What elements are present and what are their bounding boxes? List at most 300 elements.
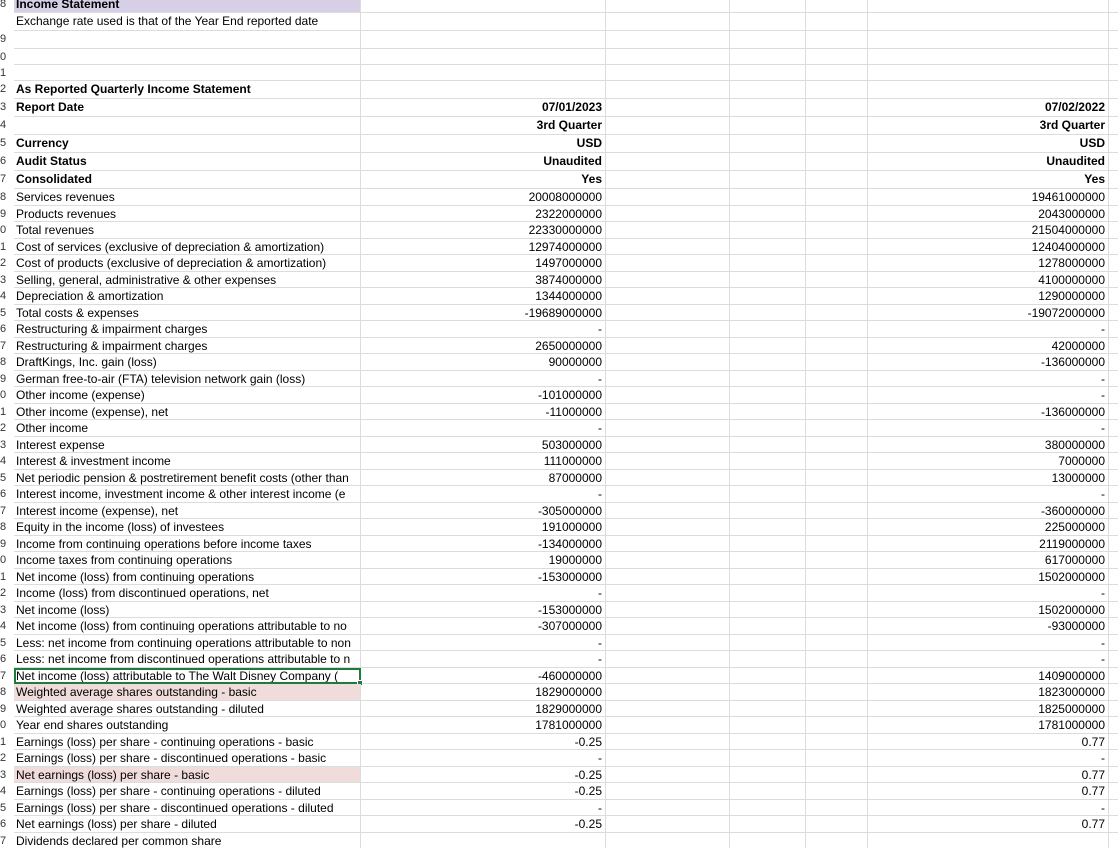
- empty-cell[interactable]: [806, 135, 868, 153]
- label-cell[interactable]: Less: net income from discontinued operations attributable to n: [14, 651, 361, 668]
- empty-cell[interactable]: [606, 437, 730, 454]
- value-cell-2023[interactable]: -460000000: [361, 668, 606, 685]
- value-cell-2023[interactable]: Yes: [361, 171, 606, 189]
- row-header[interactable]: 7: [0, 173, 7, 185]
- row-header[interactable]: 8: [0, 356, 7, 368]
- empty-cell[interactable]: [730, 117, 806, 135]
- empty-cell[interactable]: [806, 585, 868, 602]
- empty-cell[interactable]: [730, 387, 806, 404]
- value-cell-2023[interactable]: 12974000000: [361, 239, 606, 256]
- empty-cell[interactable]: [730, 816, 806, 833]
- empty-cell[interactable]: [1109, 404, 1118, 421]
- empty-cell[interactable]: [1109, 420, 1118, 437]
- empty-cell[interactable]: [1109, 31, 1118, 49]
- value-cell-2022[interactable]: 2043000000: [868, 206, 1109, 223]
- empty-cell[interactable]: [806, 684, 868, 701]
- row-header[interactable]: 7: [0, 339, 7, 352]
- row-header[interactable]: 9: [0, 702, 7, 715]
- empty-cell[interactable]: [1109, 585, 1118, 602]
- value-cell-2022[interactable]: [868, 13, 1109, 31]
- empty-cell[interactable]: [1109, 569, 1118, 586]
- empty-cell[interactable]: [806, 81, 868, 99]
- empty-cell[interactable]: [806, 437, 868, 454]
- row-header[interactable]: 4: [0, 119, 7, 131]
- value-cell-2022[interactable]: 7000000: [868, 453, 1109, 470]
- empty-cell[interactable]: [806, 519, 868, 536]
- empty-cell[interactable]: [606, 734, 730, 751]
- empty-cell[interactable]: [606, 618, 730, 635]
- row-header[interactable]: 5: [0, 306, 7, 319]
- value-cell-2022[interactable]: 1825000000: [868, 701, 1109, 718]
- empty-cell[interactable]: [1109, 536, 1118, 553]
- label-cell[interactable]: Less: net income from continuing operations attributable to non: [14, 635, 361, 652]
- row-header[interactable]: 3: [0, 273, 7, 286]
- value-cell-2023[interactable]: -0.25: [361, 783, 606, 800]
- row-header[interactable]: 7: [0, 504, 7, 517]
- empty-cell[interactable]: [1109, 239, 1118, 256]
- value-cell-2023[interactable]: 1781000000: [361, 717, 606, 734]
- label-cell[interactable]: Year end shares outstanding: [14, 717, 361, 734]
- value-cell-2023[interactable]: -0.25: [361, 816, 606, 833]
- empty-cell[interactable]: [730, 569, 806, 586]
- empty-cell[interactable]: [1109, 833, 1118, 848]
- label-cell[interactable]: Other income (expense), net: [14, 404, 361, 421]
- row-header[interactable]: 4: [0, 290, 7, 302]
- row-header[interactable]: 0: [0, 389, 7, 401]
- empty-cell[interactable]: [730, 585, 806, 602]
- value-cell-2023[interactable]: -: [361, 420, 606, 437]
- value-cell-2023[interactable]: USD: [361, 135, 606, 153]
- empty-cell[interactable]: [606, 288, 730, 305]
- empty-cell[interactable]: [606, 404, 730, 421]
- value-cell-2023[interactable]: 1344000000: [361, 288, 606, 305]
- empty-cell[interactable]: [730, 536, 806, 553]
- label-cell[interactable]: Cost of services (exclusive of depreciation & amortization): [14, 239, 361, 256]
- empty-cell[interactable]: [806, 387, 868, 404]
- empty-cell[interactable]: [806, 470, 868, 487]
- value-cell-2023[interactable]: -: [361, 585, 606, 602]
- empty-cell[interactable]: [1109, 816, 1118, 833]
- value-cell-2023[interactable]: -101000000: [361, 387, 606, 404]
- label-cell[interactable]: Selling, general, administrative & other expenses: [14, 272, 361, 289]
- empty-cell[interactable]: [1109, 437, 1118, 454]
- empty-cell[interactable]: [606, 767, 730, 784]
- empty-cell[interactable]: [1109, 99, 1118, 117]
- row-header[interactable]: 0: [0, 719, 7, 731]
- empty-cell[interactable]: [730, 13, 806, 31]
- empty-cell[interactable]: [806, 404, 868, 421]
- empty-cell[interactable]: [606, 783, 730, 800]
- row-header[interactable]: 2: [0, 257, 7, 269]
- row-header[interactable]: 7: [0, 834, 7, 847]
- value-cell-2022[interactable]: 1823000000: [868, 684, 1109, 701]
- empty-cell[interactable]: [1109, 255, 1118, 272]
- value-cell-2022[interactable]: 0.77: [868, 767, 1109, 784]
- row-header[interactable]: 6: [0, 155, 7, 167]
- empty-cell[interactable]: [1109, 206, 1118, 223]
- value-cell-2022[interactable]: USD: [868, 135, 1109, 153]
- row-header[interactable]: 9: [0, 207, 7, 220]
- empty-cell[interactable]: [606, 255, 730, 272]
- empty-cell[interactable]: [1109, 81, 1118, 99]
- empty-cell[interactable]: [730, 503, 806, 520]
- empty-cell[interactable]: [730, 618, 806, 635]
- empty-cell[interactable]: [730, 783, 806, 800]
- empty-cell[interactable]: [730, 135, 806, 153]
- empty-cell[interactable]: [806, 117, 868, 135]
- value-cell-2023[interactable]: -11000000: [361, 404, 606, 421]
- value-cell-2023[interactable]: -: [361, 750, 606, 767]
- value-cell-2023[interactable]: -: [361, 800, 606, 817]
- value-cell-2022[interactable]: 1278000000: [868, 255, 1109, 272]
- empty-cell[interactable]: [1109, 734, 1118, 751]
- empty-cell[interactable]: [606, 153, 730, 171]
- row-header[interactable]: 0: [0, 224, 7, 236]
- label-cell[interactable]: Net income (loss) from continuing operations attributable to no: [14, 618, 361, 635]
- empty-cell[interactable]: [606, 272, 730, 289]
- row-header[interactable]: 6: [0, 488, 7, 500]
- row-header[interactable]: 5: [0, 636, 7, 649]
- value-cell-2023[interactable]: 1829000000: [361, 684, 606, 701]
- empty-cell[interactable]: [606, 833, 730, 848]
- empty-cell[interactable]: [806, 783, 868, 800]
- value-cell-2023[interactable]: 07/01/2023: [361, 99, 606, 117]
- empty-cell[interactable]: [806, 420, 868, 437]
- empty-cell[interactable]: [1109, 371, 1118, 388]
- value-cell-2023[interactable]: 90000000: [361, 354, 606, 371]
- empty-cell[interactable]: [730, 668, 806, 685]
- value-cell-2022[interactable]: 1502000000: [868, 569, 1109, 586]
- label-cell[interactable]: [14, 49, 361, 65]
- empty-cell[interactable]: [730, 49, 806, 65]
- label-cell[interactable]: Net income (loss) from continuing operations: [14, 569, 361, 586]
- label-cell[interactable]: Net income (loss): [14, 602, 361, 619]
- value-cell-2022[interactable]: 13000000: [868, 470, 1109, 487]
- value-cell-2022[interactable]: 1409000000: [868, 668, 1109, 685]
- value-cell-2023[interactable]: 2322000000: [361, 206, 606, 223]
- empty-cell[interactable]: [606, 354, 730, 371]
- empty-cell[interactable]: [806, 99, 868, 117]
- label-cell[interactable]: Total costs & expenses: [14, 305, 361, 322]
- label-cell[interactable]: Services revenues: [14, 189, 361, 206]
- label-cell[interactable]: Income from continuing operations before income taxes: [14, 536, 361, 553]
- empty-cell[interactable]: [806, 635, 868, 652]
- empty-cell[interactable]: [1109, 135, 1118, 153]
- label-cell[interactable]: Earnings (loss) per share - continuing operations - basic: [14, 734, 361, 751]
- label-cell[interactable]: Net periodic pension & postretirement benefit costs (other than: [14, 470, 361, 487]
- empty-cell[interactable]: [730, 420, 806, 437]
- label-cell[interactable]: Total revenues: [14, 222, 361, 239]
- empty-cell[interactable]: [730, 272, 806, 289]
- empty-cell[interactable]: [730, 288, 806, 305]
- value-cell-2023[interactable]: 111000000: [361, 453, 606, 470]
- row-header[interactable]: [0, 13, 14, 31]
- empty-cell[interactable]: [730, 800, 806, 817]
- row-header[interactable]: 3: [0, 101, 7, 113]
- empty-cell[interactable]: [806, 272, 868, 289]
- empty-cell[interactable]: [806, 453, 868, 470]
- empty-cell[interactable]: [806, 717, 868, 734]
- row-header[interactable]: 9: [0, 537, 7, 550]
- empty-cell[interactable]: [1109, 800, 1118, 817]
- empty-cell[interactable]: [606, 338, 730, 355]
- empty-cell[interactable]: [1109, 153, 1118, 171]
- empty-cell[interactable]: [806, 701, 868, 718]
- empty-cell[interactable]: [730, 338, 806, 355]
- row-header[interactable]: 1: [0, 240, 7, 253]
- value-cell-2022[interactable]: 0.77: [868, 816, 1109, 833]
- value-cell-2022[interactable]: 12404000000: [868, 239, 1109, 256]
- value-cell-2022[interactable]: 617000000: [868, 552, 1109, 569]
- empty-cell[interactable]: [606, 569, 730, 586]
- empty-cell[interactable]: [806, 222, 868, 239]
- value-cell-2022[interactable]: [868, 65, 1109, 81]
- empty-cell[interactable]: [1109, 305, 1118, 322]
- empty-cell[interactable]: [1109, 453, 1118, 470]
- empty-cell[interactable]: [806, 0, 868, 13]
- empty-cell[interactable]: [730, 651, 806, 668]
- empty-cell[interactable]: [606, 387, 730, 404]
- value-cell-2022[interactable]: 2119000000: [868, 536, 1109, 553]
- empty-cell[interactable]: [806, 602, 868, 619]
- label-cell[interactable]: Cost of products (exclusive of depreciation & amortization): [14, 255, 361, 272]
- value-cell-2022[interactable]: -: [868, 420, 1109, 437]
- label-cell[interactable]: Income Statement: [14, 0, 361, 13]
- row-header[interactable]: 2: [0, 587, 7, 599]
- value-cell-2022[interactable]: -19072000000: [868, 305, 1109, 322]
- row-header[interactable]: 5: [0, 137, 7, 149]
- empty-cell[interactable]: [806, 31, 868, 49]
- value-cell-2022[interactable]: -360000000: [868, 503, 1109, 520]
- empty-cell[interactable]: [606, 206, 730, 223]
- label-cell[interactable]: Report Date: [14, 99, 361, 117]
- label-cell[interactable]: Income (loss) from discontinued operations, net: [14, 585, 361, 602]
- row-header[interactable]: 6: [0, 323, 7, 335]
- empty-cell[interactable]: [1109, 635, 1118, 652]
- label-cell[interactable]: Dividends declared per common share: [14, 833, 361, 848]
- empty-cell[interactable]: [806, 338, 868, 355]
- empty-cell[interactable]: [606, 684, 730, 701]
- label-cell[interactable]: Earnings (loss) per share - continuing operations - diluted: [14, 783, 361, 800]
- empty-cell[interactable]: [1109, 470, 1118, 487]
- empty-cell[interactable]: [730, 153, 806, 171]
- value-cell-2023[interactable]: [361, 31, 606, 49]
- empty-cell[interactable]: [730, 552, 806, 569]
- empty-cell[interactable]: [806, 189, 868, 206]
- empty-cell[interactable]: [806, 49, 868, 65]
- value-cell-2023[interactable]: Unaudited: [361, 153, 606, 171]
- row-header[interactable]: 1: [0, 405, 7, 418]
- label-cell[interactable]: Interest & investment income: [14, 453, 361, 470]
- empty-cell[interactable]: [1109, 651, 1118, 668]
- value-cell-2022[interactable]: -: [868, 635, 1109, 652]
- value-cell-2023[interactable]: -153000000: [361, 569, 606, 586]
- value-cell-2022[interactable]: 1290000000: [868, 288, 1109, 305]
- label-cell[interactable]: Depreciation & amortization: [14, 288, 361, 305]
- empty-cell[interactable]: [730, 321, 806, 338]
- empty-cell[interactable]: [730, 0, 806, 13]
- empty-cell[interactable]: [606, 668, 730, 685]
- empty-cell[interactable]: [806, 569, 868, 586]
- value-cell-2023[interactable]: [361, 81, 606, 99]
- empty-cell[interactable]: [1109, 0, 1118, 13]
- value-cell-2023[interactable]: 20008000000: [361, 189, 606, 206]
- label-cell[interactable]: Audit Status: [14, 153, 361, 171]
- empty-cell[interactable]: [1109, 519, 1118, 536]
- value-cell-2023[interactable]: 87000000: [361, 470, 606, 487]
- value-cell-2022[interactable]: Yes: [868, 171, 1109, 189]
- row-header[interactable]: 5: [0, 471, 7, 484]
- empty-cell[interactable]: [606, 420, 730, 437]
- empty-cell[interactable]: [730, 206, 806, 223]
- value-cell-2023[interactable]: [361, 833, 606, 848]
- empty-cell[interactable]: [806, 816, 868, 833]
- value-cell-2022[interactable]: -93000000: [868, 618, 1109, 635]
- empty-cell[interactable]: [606, 717, 730, 734]
- label-cell[interactable]: Net earnings (loss) per share - diluted: [14, 816, 361, 833]
- empty-cell[interactable]: [730, 222, 806, 239]
- empty-cell[interactable]: [606, 135, 730, 153]
- empty-cell[interactable]: [730, 305, 806, 322]
- row-header[interactable]: 1: [0, 67, 7, 79]
- row-header[interactable]: 2: [0, 752, 7, 764]
- empty-cell[interactable]: [806, 153, 868, 171]
- empty-cell[interactable]: [1109, 684, 1118, 701]
- empty-cell[interactable]: [730, 354, 806, 371]
- empty-cell[interactable]: [1109, 117, 1118, 135]
- empty-cell[interactable]: [1109, 171, 1118, 189]
- empty-cell[interactable]: [730, 65, 806, 81]
- label-cell[interactable]: Earnings (loss) per share - discontinued operations - basic: [14, 750, 361, 767]
- label-cell[interactable]: [14, 117, 361, 135]
- row-header[interactable]: 0: [0, 51, 7, 63]
- row-header[interactable]: 4: [0, 620, 7, 632]
- empty-cell[interactable]: [806, 65, 868, 81]
- empty-cell[interactable]: [806, 13, 868, 31]
- label-cell[interactable]: [14, 65, 361, 81]
- empty-cell[interactable]: [806, 734, 868, 751]
- empty-cell[interactable]: [806, 206, 868, 223]
- empty-cell[interactable]: [606, 816, 730, 833]
- value-cell-2022[interactable]: 3rd Quarter: [868, 117, 1109, 135]
- empty-cell[interactable]: [806, 288, 868, 305]
- value-cell-2023[interactable]: 3rd Quarter: [361, 117, 606, 135]
- empty-cell[interactable]: [730, 486, 806, 503]
- empty-cell[interactable]: [806, 668, 868, 685]
- label-cell[interactable]: German free-to-air (FTA) television network gain (loss): [14, 371, 361, 388]
- value-cell-2022[interactable]: -: [868, 387, 1109, 404]
- label-cell[interactable]: Net earnings (loss) per share - basic: [14, 767, 361, 784]
- empty-cell[interactable]: [730, 767, 806, 784]
- value-cell-2022[interactable]: 1502000000: [868, 602, 1109, 619]
- empty-cell[interactable]: [1109, 602, 1118, 619]
- row-header[interactable]: 9: [0, 33, 7, 45]
- empty-cell[interactable]: [1109, 387, 1118, 404]
- value-cell-2023[interactable]: 3874000000: [361, 272, 606, 289]
- empty-cell[interactable]: [606, 503, 730, 520]
- empty-cell[interactable]: [1109, 701, 1118, 718]
- label-cell[interactable]: Equity in the income (loss) of investees: [14, 519, 361, 536]
- empty-cell[interactable]: [606, 750, 730, 767]
- value-cell-2023[interactable]: [361, 0, 606, 13]
- empty-cell[interactable]: [1109, 65, 1118, 81]
- empty-cell[interactable]: [606, 49, 730, 65]
- value-cell-2023[interactable]: 1497000000: [361, 255, 606, 272]
- empty-cell[interactable]: [1109, 750, 1118, 767]
- empty-cell[interactable]: [730, 99, 806, 117]
- row-header[interactable]: 1: [0, 735, 7, 748]
- label-cell[interactable]: Weighted average shares outstanding - diluted: [14, 701, 361, 718]
- value-cell-2022[interactable]: 1781000000: [868, 717, 1109, 734]
- value-cell-2022[interactable]: 19461000000: [868, 189, 1109, 206]
- empty-cell[interactable]: [730, 717, 806, 734]
- row-header[interactable]: 8: [0, 521, 7, 533]
- empty-cell[interactable]: [606, 81, 730, 99]
- row-header[interactable]: 8: [0, 191, 7, 203]
- empty-cell[interactable]: [1109, 338, 1118, 355]
- empty-cell[interactable]: [606, 602, 730, 619]
- empty-cell[interactable]: [730, 189, 806, 206]
- value-cell-2023[interactable]: [361, 13, 606, 31]
- empty-cell[interactable]: [606, 585, 730, 602]
- empty-cell[interactable]: [606, 305, 730, 322]
- value-cell-2023[interactable]: -0.25: [361, 767, 606, 784]
- empty-cell[interactable]: [606, 65, 730, 81]
- value-cell-2022[interactable]: -: [868, 585, 1109, 602]
- empty-cell[interactable]: [1109, 49, 1118, 65]
- label-cell[interactable]: As Reported Quarterly Income Statement: [14, 81, 361, 99]
- empty-cell[interactable]: [606, 189, 730, 206]
- value-cell-2022[interactable]: [868, 833, 1109, 848]
- empty-cell[interactable]: [806, 321, 868, 338]
- empty-cell[interactable]: [606, 800, 730, 817]
- value-cell-2023[interactable]: 19000000: [361, 552, 606, 569]
- empty-cell[interactable]: [1109, 222, 1118, 239]
- empty-cell[interactable]: [1109, 618, 1118, 635]
- empty-cell[interactable]: [806, 767, 868, 784]
- empty-cell[interactable]: [606, 0, 730, 13]
- row-header[interactable]: 5: [0, 801, 7, 814]
- empty-cell[interactable]: [1109, 288, 1118, 305]
- row-header[interactable]: 3: [0, 438, 7, 451]
- row-header[interactable]: 2: [0, 422, 7, 434]
- label-cell[interactable]: Consolidated: [14, 171, 361, 189]
- value-cell-2023[interactable]: -305000000: [361, 503, 606, 520]
- value-cell-2022[interactable]: 0.77: [868, 783, 1109, 800]
- empty-cell[interactable]: [606, 701, 730, 718]
- value-cell-2023[interactable]: -: [361, 371, 606, 388]
- value-cell-2023[interactable]: 1829000000: [361, 701, 606, 718]
- row-header[interactable]: 7: [0, 669, 7, 682]
- empty-cell[interactable]: [730, 519, 806, 536]
- empty-cell[interactable]: [606, 519, 730, 536]
- label-cell[interactable]: [14, 31, 361, 49]
- value-cell-2023[interactable]: -134000000: [361, 536, 606, 553]
- empty-cell[interactable]: [730, 734, 806, 751]
- empty-cell[interactable]: [606, 635, 730, 652]
- empty-cell[interactable]: [606, 321, 730, 338]
- empty-cell[interactable]: [806, 800, 868, 817]
- label-cell[interactable]: Earnings (loss) per share - discontinued operations - diluted: [14, 800, 361, 817]
- empty-cell[interactable]: [1109, 354, 1118, 371]
- value-cell-2023[interactable]: [361, 65, 606, 81]
- label-cell[interactable]: Other income: [14, 420, 361, 437]
- value-cell-2022[interactable]: -: [868, 371, 1109, 388]
- empty-cell[interactable]: [730, 453, 806, 470]
- empty-cell[interactable]: [730, 833, 806, 848]
- label-cell[interactable]: Weighted average shares outstanding - basic: [14, 684, 361, 701]
- label-cell[interactable]: Exchange rate used is that of the Year End reported date: [14, 13, 361, 31]
